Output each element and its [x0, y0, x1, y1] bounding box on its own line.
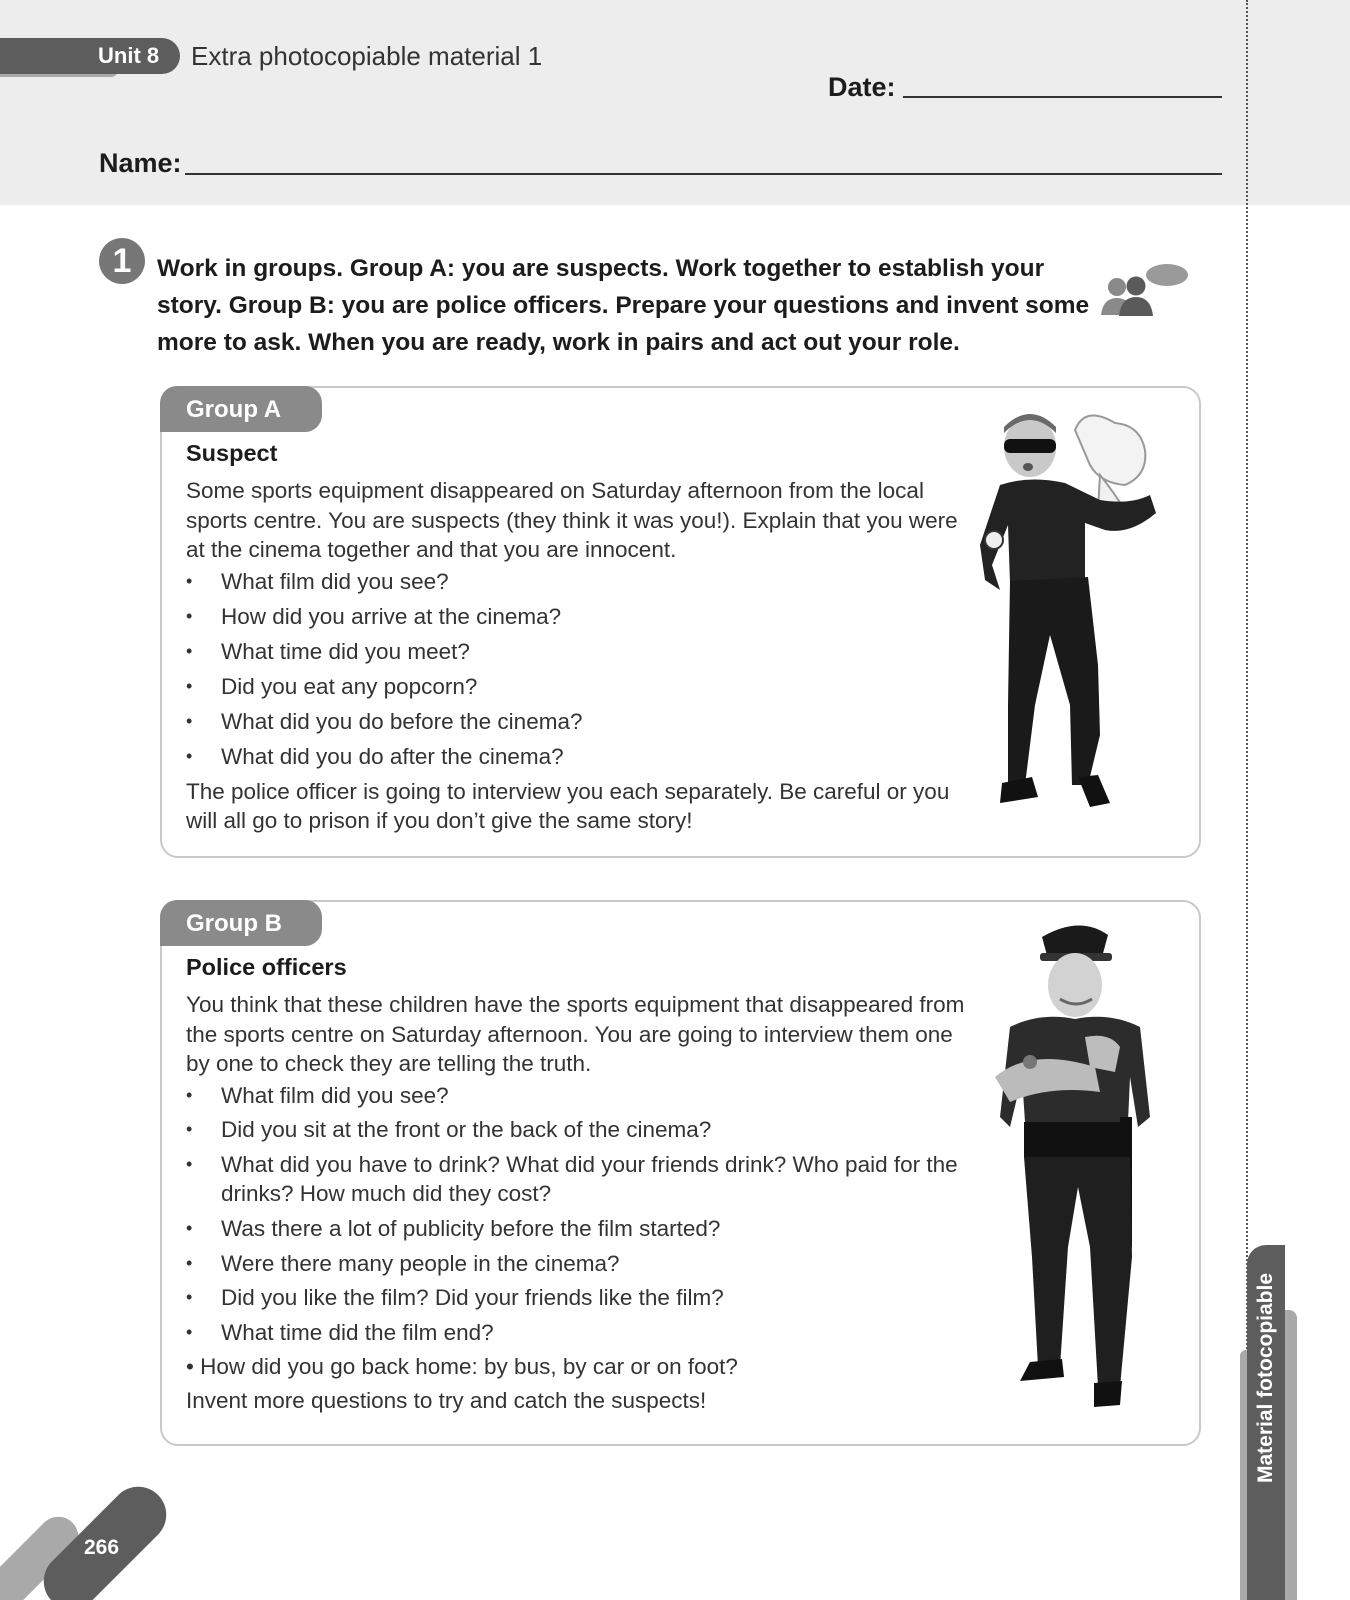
exercise-number: 1: [99, 238, 145, 284]
list-item: • Did you like the film? Did your friends like the film?: [186, 1283, 976, 1313]
name-label: Name:: [99, 148, 182, 178]
date-field-line: [903, 96, 1222, 98]
burglar-illustration: [980, 405, 1190, 835]
page-number: 266: [84, 1536, 120, 1559]
list-item: • Did you eat any popcorn?: [186, 672, 976, 702]
group-a-tab: Group A: [160, 386, 322, 432]
police-officer-illustration: [990, 917, 1190, 1437]
group-a-questions: [186, 567, 976, 772]
list-item: • What time did the film end?: [186, 1318, 976, 1348]
name-field-line: [185, 173, 1222, 175]
group-b-tab: Group B: [160, 900, 322, 946]
group-b-body: [186, 990, 976, 1416]
header-band-right: [1247, 0, 1350, 205]
group-b-questions: [186, 1081, 976, 1348]
list-item: • Were there many people in the cinema?: [186, 1249, 976, 1279]
group-a-subtitle: Suspect: [186, 440, 278, 466]
exercise-instruction: Work in groups. Group A: you are suspects. Work together to establish your story. Group B: you are police officers. Prepare your questions and invent some more to ask. When you are ready, work in pairs and act out your role.: [157, 255, 1090, 356]
group-b-intro: You think that these children have the sports equipment that disappeared from the sports centre on Saturday afternoon. You are going to interview them one by one to check they are telling the truth.: [186, 992, 965, 1076]
unit-label: Unit 8: [98, 43, 160, 68]
list-item: • What film did you see?: [186, 567, 976, 597]
group-b-outro: Invent more questions to try and catch the suspects!: [186, 1388, 707, 1414]
list-item: • What did you do before the cinema?: [186, 707, 976, 737]
group-a-outro: The police officer is going to interview you each separately. Be careful or you will all go to prison if you don’t give the same story!: [186, 778, 950, 833]
group-b-subtitle: Police officers: [186, 954, 347, 980]
list-item: • What time did you meet?: [186, 637, 976, 667]
group-discussion-icon: [1101, 260, 1191, 320]
list-item: • What did you have to drink? What did your friends drink? Who paid for the drinks? How much did they cost?: [186, 1150, 976, 1209]
group-a-intro: Some sports equipment disappeared on Saturday afternoon from the local sports centre. You are suspects (they think it was you!). Explain that you were at the cinema together and that you are innocent.: [186, 478, 958, 562]
list-item: • Did you sit at the front or the back of the cinema?: [186, 1115, 976, 1145]
list-item: • Was there a lot of publicity before the film started?: [186, 1214, 976, 1244]
group-a-body: [186, 476, 976, 836]
page-title: Extra photocopiable material 1: [191, 41, 543, 71]
list-item: • What film did you see?: [186, 1081, 976, 1111]
list-item: • How did you arrive at the cinema?: [186, 602, 976, 632]
side-tab-accent-right: [1285, 1310, 1297, 1600]
list-item: • What did you do after the cinema?: [186, 742, 976, 772]
date-label: Date:: [828, 72, 896, 102]
side-tab-label: Material fotocopiable: [1254, 1272, 1277, 1484]
group-b-extra-question: • How did you go back home: by bus, by car or on foot?: [186, 1353, 738, 1379]
